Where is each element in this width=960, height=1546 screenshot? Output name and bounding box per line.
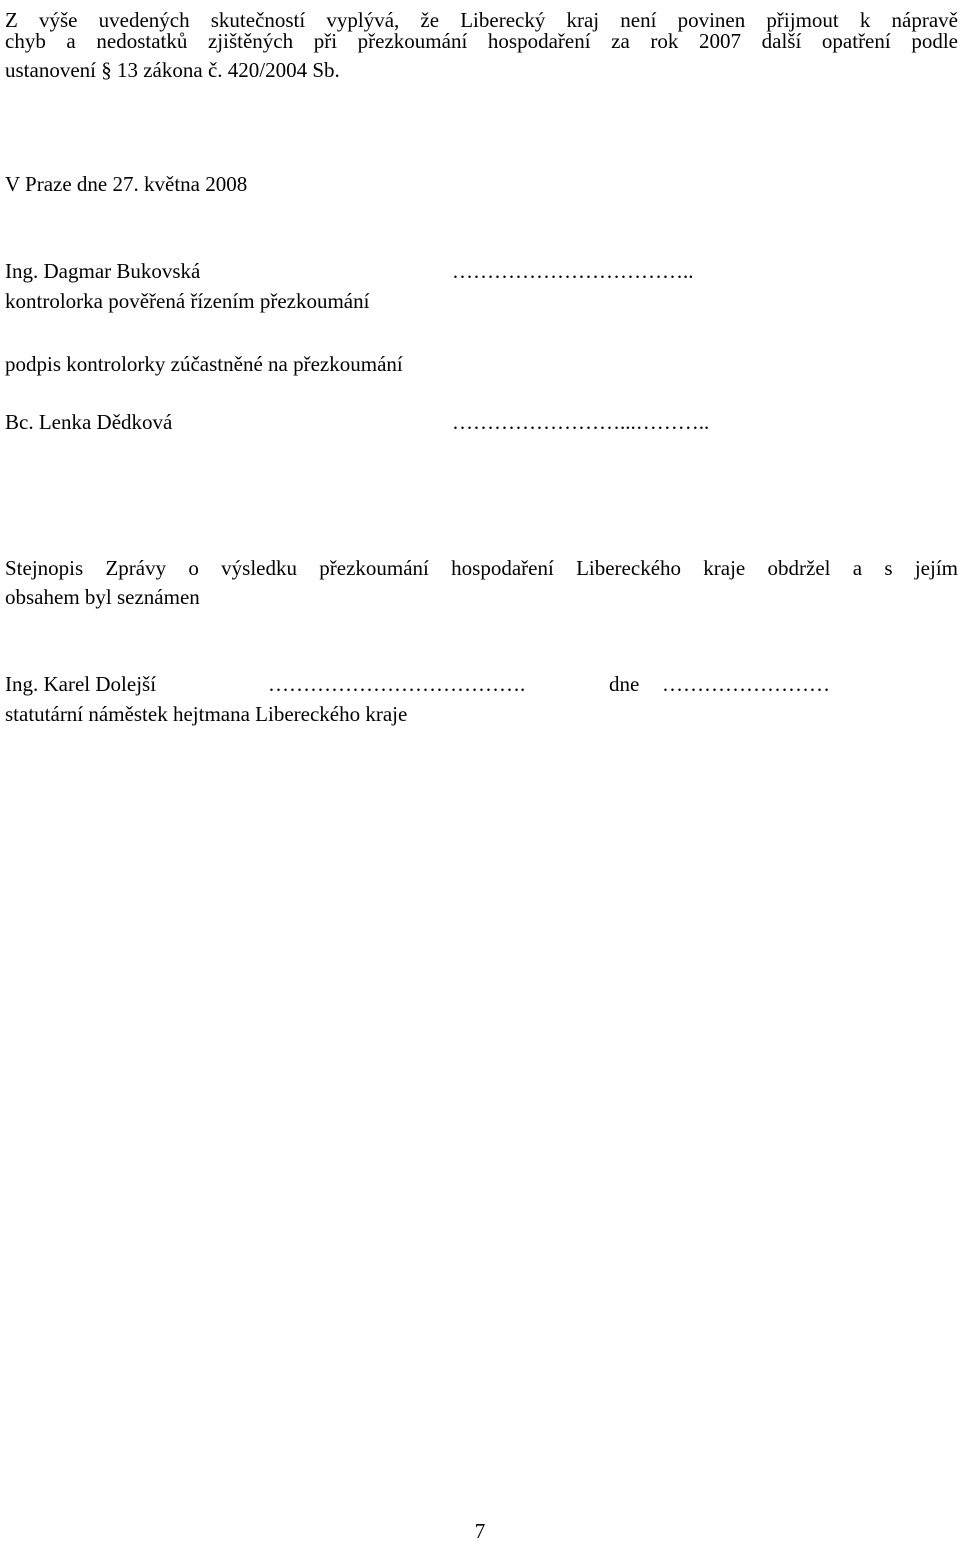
page-number: 7	[474, 1519, 486, 1543]
recipient-name: Ing. Karel Dolejší	[5, 672, 157, 696]
controller2-signature-line: ……………………...………..	[452, 410, 710, 434]
recipient-signature-line: ……………………………….	[268, 672, 526, 696]
controller1-name: Ing. Dagmar Bukovská	[5, 259, 201, 283]
participating-label: podpis kontrolorky zúčastněné na přezkoumání	[5, 352, 403, 376]
paragraph-line-1: Z výše uvedených skutečností vyplývá, že Liberecký kraj není povinen přijmout k nápravě	[5, 8, 958, 32]
controller2-name: Bc. Lenka Dědková	[5, 410, 173, 434]
recipient-date-line: ……………………	[662, 672, 830, 696]
recipient-date-label: dne	[609, 672, 640, 696]
paragraph-line-3: ustanovení § 13 zákona č. 420/2004 Sb.	[5, 58, 340, 82]
place-date: V Praze dne 27. května 2008	[5, 172, 248, 196]
controller1-role: kontrolorka pověřená řízením přezkoumání	[5, 289, 370, 313]
recipient-role: statutární náměstek hejtmana Libereckého kraje	[5, 702, 408, 726]
paragraph-line-2: chyb a nedostatků zjištěných při přezkoumání hospodaření za rok 2007 další opatření podle	[5, 29, 958, 53]
acknowledgement-line-1: Stejnopis Zprávy o výsledku přezkoumání hospodaření Libereckého kraje obdržel a s jejím	[5, 556, 958, 580]
controller1-signature-line: ……………………………..	[452, 259, 694, 283]
acknowledgement-line-2: obsahem byl seznámen	[5, 585, 200, 609]
